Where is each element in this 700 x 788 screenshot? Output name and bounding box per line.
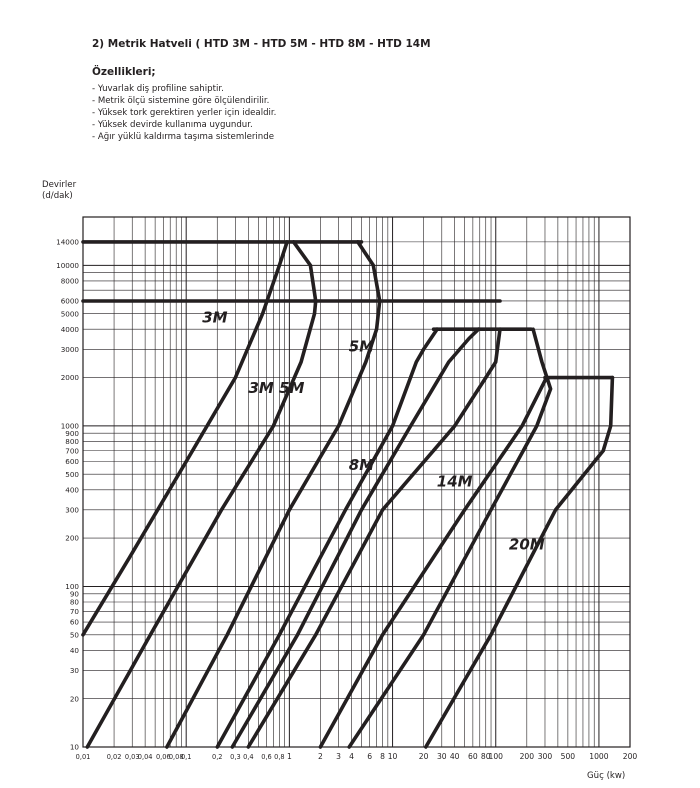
y-tick-label: 900 [65,428,79,438]
section-heading: 2) Metrik Hatveli ( HTD 3M - HTD 5M - HTD 8M - HTD 14M [92,38,431,50]
y-tick-label: 10 [69,742,79,752]
y-tick-label: 600 [65,457,79,467]
x-tick-label: 8 [380,752,385,761]
y-tick-label: 10000 [56,260,79,270]
plot-frame [83,217,630,747]
y-tick-label: 1000 [60,421,79,431]
feature-item: - Yuvarlak diş profiline sahiptir. [92,84,224,94]
x-tick-label: 80 [480,752,491,761]
y-tick-label: 6000 [60,296,79,306]
y-tick-label: 80 [69,597,79,607]
y-tick-label: 300 [65,505,79,515]
x-tick-label: 0,06 [155,753,171,761]
x-tick-label: 6 [367,752,373,761]
y-tick-label: 4000 [60,324,79,334]
y-axis-label-line1: Devirler [42,180,77,190]
curve-label: 3M 5M [248,379,305,398]
y-tick-label: 400 [65,485,79,495]
x-tick-label: 0,03 [124,753,140,761]
y-tick-label: 14000 [56,237,79,247]
x-tick-label: 10 [387,752,398,761]
x-tick-label: 1000 [589,752,609,761]
curve-label: 8M [348,456,375,475]
x-tick-label: 2 [318,752,323,761]
y-tick-label: 200 [65,533,79,543]
curve-label: 5M [348,337,375,356]
x-tick-label: 0,1 [180,753,192,761]
curve-label: 3M [202,308,228,327]
x-tick-label: 100 [488,752,503,761]
curve-label: 14M [436,472,473,491]
y-tick-label: 8000 [60,276,79,286]
y-tick-label: 30 [69,665,79,675]
x-tick-label: 0,02 [106,753,122,761]
x-tick-label: 0,8 [274,753,285,761]
feature-item: - Metrik ölçü sistemine göre ölçülendirilir. [92,95,270,106]
y-axis-label-line2: (d/dak) [42,191,73,201]
y-tick-label: 50 [69,630,79,640]
x-tick-label: 4 [349,752,354,761]
y-tick-label: 5000 [60,309,79,319]
feature-item: - Ağır yüklü kaldırma taşıma sistemlerinde [92,131,274,142]
x-tick-label: 300 [537,752,553,761]
x-tick-label: 40 [449,752,460,761]
x-tick-label: 1 [286,752,292,761]
x-axis-label: Güç (kw) [587,771,626,781]
x-tick-label: 0,01 [75,753,91,761]
y-tick-label: 700 [65,446,79,456]
y-tick-label: 60 [69,617,79,627]
y-tick-label: 800 [65,437,79,447]
x-tick-label: 3 [336,752,342,761]
x-tick-label: 500 [560,752,576,761]
y-tick-label: 500 [65,469,79,479]
x-tick-label: 0,4 [243,753,254,761]
features-title: Özellikleri; [92,66,156,78]
x-tick-label: 0,2 [212,753,223,761]
y-tick-label: 20 [69,694,79,704]
y-tick-label: 2000 [60,373,79,383]
x-tick-label: 200 [519,752,535,761]
feature-item: - Yüksek tork gerektiren yerler için idealdir. [92,107,277,118]
x-tick-label: 60 [468,752,478,761]
x-tick-label: 0,6 [261,753,272,761]
x-tick-label: 0,04 [137,753,153,761]
y-tick-label: 3000 [60,344,79,354]
curve-label: 20M [508,535,545,554]
y-tick-label: 100 [65,582,79,592]
x-tick-label: 0,08 [168,753,184,761]
y-tick-label: 40 [69,645,79,655]
x-tick-label: 0,3 [230,753,241,761]
x-tick-label: 20 [418,752,429,761]
x-tick-label: 200 [622,752,638,761]
feature-item: - Yüksek devirde kullanıma uygundur. [92,119,253,130]
y-tick-label: 70 [69,606,79,616]
x-tick-label: 30 [436,752,447,761]
y-tick-label: 90 [69,589,79,599]
